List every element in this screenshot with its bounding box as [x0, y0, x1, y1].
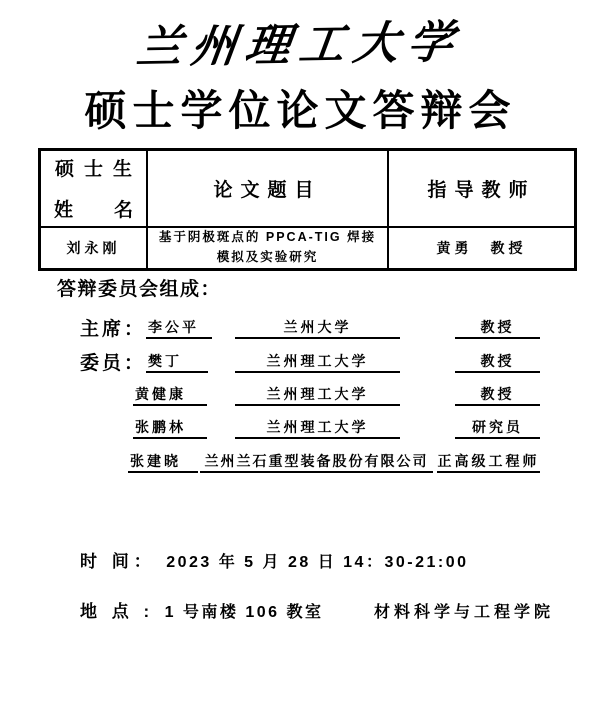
location-label: 地 点 : — [80, 602, 155, 621]
committee-role-label: 委员： — [80, 353, 147, 374]
page-title: 硕士学位论文答辩会 — [84, 89, 517, 135]
committee-member-name: 樊丁 — [146, 351, 208, 373]
student-name-header-line1: 硕士生 — [54, 159, 142, 181]
committee-member-affiliation: 兰州理工大学 — [235, 351, 400, 373]
committee-member-title: 教授 — [455, 317, 540, 339]
committee-member-name: 黄健康 — [133, 384, 207, 406]
committee-member-title: 正高级工程师 — [437, 451, 540, 473]
time-value: 2023 年 5 月 28 日 14：30-21:00 — [166, 554, 469, 571]
student-name-header-line2 — [41, 195, 146, 222]
student-name-cell: 刘永刚 — [40, 227, 148, 270]
committee-row-member-2 — [0, 384, 601, 410]
committee-member-name: 张鹏林 — [133, 417, 207, 439]
committee-member-name: 张建晓 — [128, 451, 198, 473]
location-line — [80, 597, 554, 622]
advisor-cell: 黄勇 教授 — [388, 227, 576, 270]
committee-row-member-3 — [0, 417, 601, 443]
committee-member-title: 教授 — [455, 384, 540, 406]
committee-member-affiliation: 兰州理工大学 — [235, 384, 400, 406]
committee-row-member-4 — [0, 451, 601, 477]
defense-info-table — [38, 148, 577, 271]
committee-role-label: 主席： — [80, 319, 147, 340]
committee-member-name: 李公平 — [146, 317, 212, 339]
committee-row-chair — [0, 317, 601, 343]
thesis-title-line2: 模拟及实验研究 — [216, 249, 319, 264]
university-logo-calligraphy: 兰州理工大学 — [134, 15, 466, 74]
committee-member-affiliation: 兰州理工大学 — [235, 417, 400, 439]
student-name-header-xing: 姓 — [54, 200, 74, 222]
committee-row-member-1 — [0, 351, 601, 377]
committee-member-affiliation: 兰州兰石重型装备股份有限公司 — [200, 451, 433, 473]
location-value: 1 号南楼 106 教室 — [164, 604, 324, 621]
committee-member-title: 教授 — [455, 351, 540, 373]
table-header-row — [40, 150, 576, 227]
table-header-advisor: 指导教师 — [388, 150, 576, 227]
table-data-row — [40, 227, 576, 270]
committee-heading: 答辩委员会组成： — [57, 279, 222, 300]
table-header-student-name — [40, 150, 148, 227]
thesis-title-cell — [147, 227, 388, 270]
student-name-header-ming: 名 — [113, 200, 133, 222]
time-label: 时 间： — [80, 552, 156, 571]
header-logo-area — [0, 8, 601, 73]
department-name: 材料科学与工程学院 — [373, 604, 554, 621]
thesis-title-line1: 基于阴极斑点的 PPCA-TIG 焊接 — [158, 230, 377, 245]
committee-member-title: 研究员 — [455, 417, 540, 439]
table-header-thesis-title: 论文题目 — [147, 150, 388, 227]
time-line — [80, 547, 469, 572]
committee-member-affiliation: 兰州大学 — [235, 317, 400, 339]
